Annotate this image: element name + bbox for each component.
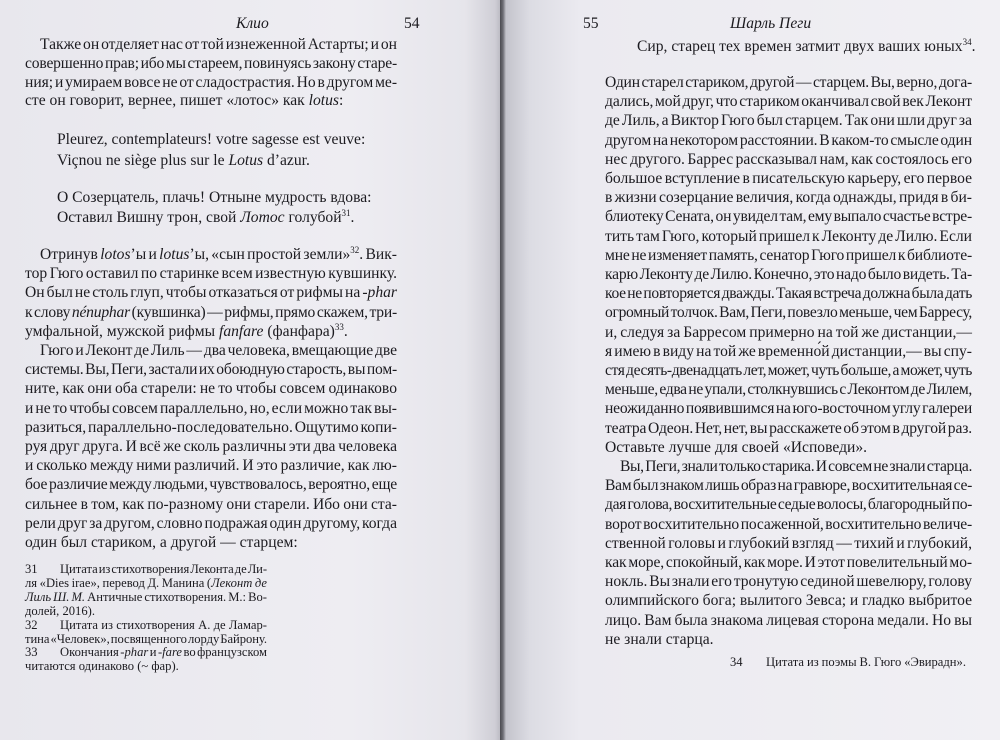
text-segment: я имею в виду на той же временно́й дистанции,— вы спу- <box>605 342 972 360</box>
paragraph-line <box>605 93 972 110</box>
text-segment: ните, как они оба старели: не то чтобы совсем одинаково <box>25 380 397 398</box>
italic-text: lotos <box>100 246 131 263</box>
text-segment: и не то чтобы совсем параллельно, но, если можно так вы- <box>25 399 397 417</box>
paragraph-line <box>605 304 972 321</box>
paragraph-line <box>25 265 397 282</box>
text-segment: ’ы и <box>130 246 160 263</box>
text-segment: большое вступление в писательскую карьеру, его первое <box>605 170 972 187</box>
text-segment: тить там Гюго, который пришел к Леконту де Лилю. Если <box>605 227 972 245</box>
text-segment: и сколько между ними различий. И это различие, как лю- <box>25 457 397 475</box>
text-segment: ля «Dies irae», перевод Д. Манина ( <box>25 575 212 590</box>
text-segment: Вам был знаком лишь образ на гравюре, восхитительная се- <box>605 477 972 495</box>
text-segment: мне не изменяет память, сенатор Гюго пришел к библиоте- <box>605 246 972 264</box>
text-segment: огромный толчок. Вам, Пеги, повезло меньше, чем Барресу, <box>605 304 972 322</box>
paragraph-line <box>605 343 972 360</box>
text-segment: . Вик- <box>359 246 397 263</box>
paragraph-line <box>605 573 972 590</box>
paragraph-line <box>605 189 972 206</box>
footnote-line <box>60 619 267 632</box>
footnote-line <box>766 656 966 669</box>
text-segment: Один старел стариком, другой — старцем. Вы, верно, дога- <box>605 74 972 91</box>
footnote-reference: 33 <box>334 321 344 332</box>
paragraph-line <box>605 496 972 513</box>
text-segment: де Лиль, а Виктор Гюго был старцем. Так они шли друг за <box>605 112 972 130</box>
paragraph-line <box>40 342 397 359</box>
paragraph-line <box>605 592 972 609</box>
text-segment: Оставьте лучше для своей «Исповеди». <box>605 438 868 456</box>
text-segment: в жизни созерцание величия, когда однажды, придя в би- <box>605 189 972 207</box>
paragraph-line <box>605 112 972 129</box>
paragraph-line <box>25 476 397 493</box>
verse-line <box>57 131 365 148</box>
text-segment: нес другого. Баррес рассказывал нам, как состоялось его <box>605 150 972 168</box>
italic-text: lotus <box>308 92 339 110</box>
footnote-line <box>25 591 267 604</box>
paragraph-line <box>605 554 972 571</box>
text-segment: ственной головы и глубокий взгляд — тихий и глубокий, <box>605 534 972 552</box>
paragraph-line <box>25 380 397 397</box>
right-page <box>500 0 1000 740</box>
paragraph-line <box>25 74 397 91</box>
text-segment: читаются одинаково (~ фар). <box>25 659 179 674</box>
footnote-reference: 32 <box>350 245 360 255</box>
text-segment: бое различие между людьми, чувствовалось, вероятно, еще <box>25 476 397 494</box>
paragraph-line <box>605 439 867 456</box>
paragraph-line <box>605 477 972 494</box>
text-segment: лицо. Вам была знакома лицевая сторона медали. Но вы <box>605 611 972 629</box>
text-segment: не знали старца. <box>605 630 714 648</box>
italic-text: Лотос <box>240 209 285 226</box>
text-segment: . <box>350 209 355 226</box>
text-segment: Он был не столь глуп, чтобы отказаться от рифмы на <box>25 284 363 302</box>
text-segment: стя десять-двенадцать лет, может, чуть больше, а может, чуть <box>605 362 972 379</box>
paragraph-line <box>605 535 972 552</box>
paragraph-line <box>25 438 397 455</box>
italic-text: -phar <box>120 645 149 660</box>
paragraph-line <box>25 55 397 72</box>
text-segment: ’ы, «сын простой земли» <box>189 246 351 263</box>
paragraph-line <box>605 208 972 225</box>
paragraph-line <box>605 170 972 187</box>
footnote-line <box>25 633 267 646</box>
paragraph-line <box>25 92 343 109</box>
italic-text: lotus <box>159 246 190 263</box>
paragraph-line <box>605 247 972 264</box>
text-segment: руя друг друга. И всё же сколь различны эти два человека <box>25 438 397 455</box>
paragraph-line <box>620 458 972 475</box>
page-number-left: 54 <box>404 15 420 32</box>
text-segment: карю Леконту де Лилю. Конечно, это надо было видеть. Та- <box>605 266 972 283</box>
footnote-number: 33 <box>25 645 38 660</box>
footnote-line <box>60 563 267 576</box>
paragraph-line <box>40 246 397 263</box>
paragraph-line <box>25 323 348 340</box>
text-segment: системы. Вы, Пеги, застали их обоюдную старость, вы пом- <box>25 361 397 379</box>
paragraph-line <box>605 400 972 417</box>
text-segment: один был стариком, а другой — старцем: <box>25 534 298 551</box>
paragraph-line <box>605 420 972 437</box>
text-segment: дались, мой друг, что стариком оканчивал свой век Леконт <box>605 93 972 111</box>
paragraph-line <box>605 74 972 91</box>
text-segment: рели друг за другом, словно подражая один другому, когда <box>25 514 397 532</box>
paragraph-line <box>605 612 972 629</box>
text-segment: меньше, едва не упали, столкнувшись с Леконтом де Лилем, <box>605 381 972 399</box>
text-segment: Viçnou ne siège plus sur le <box>57 152 229 169</box>
text-segment: Также он отделяет нас от той изнеженной Астарты; и он <box>40 36 397 53</box>
italic-text: -fare <box>157 645 182 660</box>
paragraph-line <box>25 304 397 321</box>
paragraph-line <box>25 400 397 417</box>
paragraph-line <box>40 36 397 53</box>
footnote-line <box>25 605 95 618</box>
text-segment: нокль. Вы знали его тронутую сединой шевелюру, голову <box>605 573 972 591</box>
paragraph-line <box>605 285 972 302</box>
footnote-number: 31 <box>25 562 38 576</box>
italic-text: Леконт де <box>211 575 267 590</box>
footnote-line <box>60 646 267 659</box>
text-segment: умфальной, мужской рифмы <box>25 322 219 340</box>
text-segment: Цитата из поэмы В. Гюго «Эвирадн». <box>766 655 966 669</box>
verse-line <box>57 152 310 169</box>
text-segment: Античные стихотворения. М.: Во- <box>85 589 267 604</box>
text-segment: Оставил Вишну трон, свой <box>57 209 241 226</box>
italic-text: fanfare <box>219 322 264 340</box>
text-segment: . <box>971 38 976 55</box>
text-segment: Отринув <box>40 246 101 263</box>
paragraph-line <box>605 266 972 283</box>
paragraph-line <box>605 132 972 149</box>
text-segment: во французском <box>181 645 267 660</box>
verse-line <box>57 189 372 206</box>
epigraph-line <box>637 38 975 55</box>
text-segment: ния; и умираем вовсе не от сладострастия. Но в другом ме- <box>25 73 397 91</box>
verse-line <box>57 209 354 226</box>
footnote-line <box>25 660 179 673</box>
text-segment: Pleurez, contemplateurs! votre sagesse est veuve: <box>57 131 366 148</box>
text-segment: : <box>338 92 344 110</box>
text-segment: совершенно прав; ибо мы стареем, повинуясь закону старе- <box>25 54 397 72</box>
text-segment: тина «Человек», посвященного лорду Байрону. <box>25 631 267 646</box>
paragraph-line <box>605 228 972 245</box>
paragraph-line <box>605 516 972 533</box>
paragraph-line <box>605 362 972 379</box>
text-segment: d’azur. <box>263 152 310 169</box>
paragraph-line <box>605 324 972 341</box>
text-segment: театра Одеон. Нет, нет, вы расскажете об этом в другой раз. <box>605 419 972 437</box>
text-segment: Вы, Пеги, знали только старика. И совсем не знали старца. <box>620 458 972 475</box>
text-segment: Сир, старец тех времен затмит двух ваших юных <box>637 38 963 55</box>
text-segment: . <box>343 322 348 340</box>
page-number-right: 55 <box>583 15 599 32</box>
text-segment: как море, спокойный, как море. И этот повелительный мо- <box>605 554 972 571</box>
text-segment: и, следуя за Барресом примерно на той же дистанции,— <box>605 323 972 341</box>
text-segment: блиотеку Сената, он увидел там, ему выпало счастье встре- <box>605 208 972 226</box>
text-segment: дая голова, восхитительные седые волосы, благородный по- <box>605 496 972 514</box>
italic-text: nénuphar <box>71 303 130 321</box>
paragraph-line <box>25 515 397 532</box>
text-segment: олимпийского бога; вылитого Зевса; и гладко выбритое <box>605 592 972 610</box>
paragraph-line <box>605 381 972 398</box>
paragraph-line <box>25 496 397 513</box>
italic-text: -phar <box>362 284 397 302</box>
text-segment: Гюго и Леконт де Лиль — два человека, вмещающие две <box>40 342 397 359</box>
paragraph-line <box>25 457 397 474</box>
text-segment: долей, 2016). <box>25 603 95 618</box>
paragraph-line <box>605 151 972 168</box>
text-segment: голубой <box>284 209 342 226</box>
paragraph-line <box>25 419 397 436</box>
text-segment: Цитата из стихотворения Леконта де Ли- <box>60 562 267 576</box>
footnote-number: 32 <box>25 617 38 632</box>
text-segment: О Созерцатель, плачь! Отныне мудрость вдова: <box>57 189 372 206</box>
text-segment: разиться, параллельно-последовательно. Ощутимо копи- <box>25 418 397 436</box>
text-segment: к слову <box>25 303 72 321</box>
text-segment: неожиданно появившимся на юго-восточном углу галереи <box>605 400 972 418</box>
paragraph-line <box>25 361 397 378</box>
text-segment: кое не повторяется дважды. Такая встреча должна была дать <box>605 285 972 303</box>
footnote-reference: 31 <box>341 208 351 218</box>
text-segment: Окончания <box>60 645 121 660</box>
text-segment: и <box>148 645 158 660</box>
paragraph-line <box>25 284 397 301</box>
text-segment: тор Гюго оставил по старинке всем известную кувшинку. <box>25 265 397 283</box>
italic-text: Лиль Ш. М. <box>25 589 86 604</box>
footnote-line <box>25 577 267 590</box>
text-segment: другом на некотором расстоянии. В каком-то смысле один <box>605 131 972 149</box>
paragraph-line <box>25 534 298 551</box>
paragraph-line <box>605 631 714 648</box>
footnote-reference: 34 <box>962 37 972 47</box>
running-head-left: Клио <box>236 15 269 32</box>
running-head-right: Шарль Пеги <box>730 15 812 32</box>
footnote-number: 34 <box>730 655 743 669</box>
text-segment: Цитата из стихотворения А. де Ламар- <box>60 617 267 632</box>
text-segment: (фанфара) <box>263 322 335 340</box>
text-segment: (кувшинка) — рифмы, прямо скажем, три- <box>129 303 398 321</box>
text-segment: ворот восхитительно посаженной, восхитительно величе- <box>605 515 972 533</box>
text-segment: сте он говорит, вернее, пишет «лотос» как <box>25 92 309 110</box>
text-segment: сильнее в том, как по-разному они старели. Ибо они ста- <box>25 495 397 513</box>
italic-text: Lotus <box>228 152 264 169</box>
